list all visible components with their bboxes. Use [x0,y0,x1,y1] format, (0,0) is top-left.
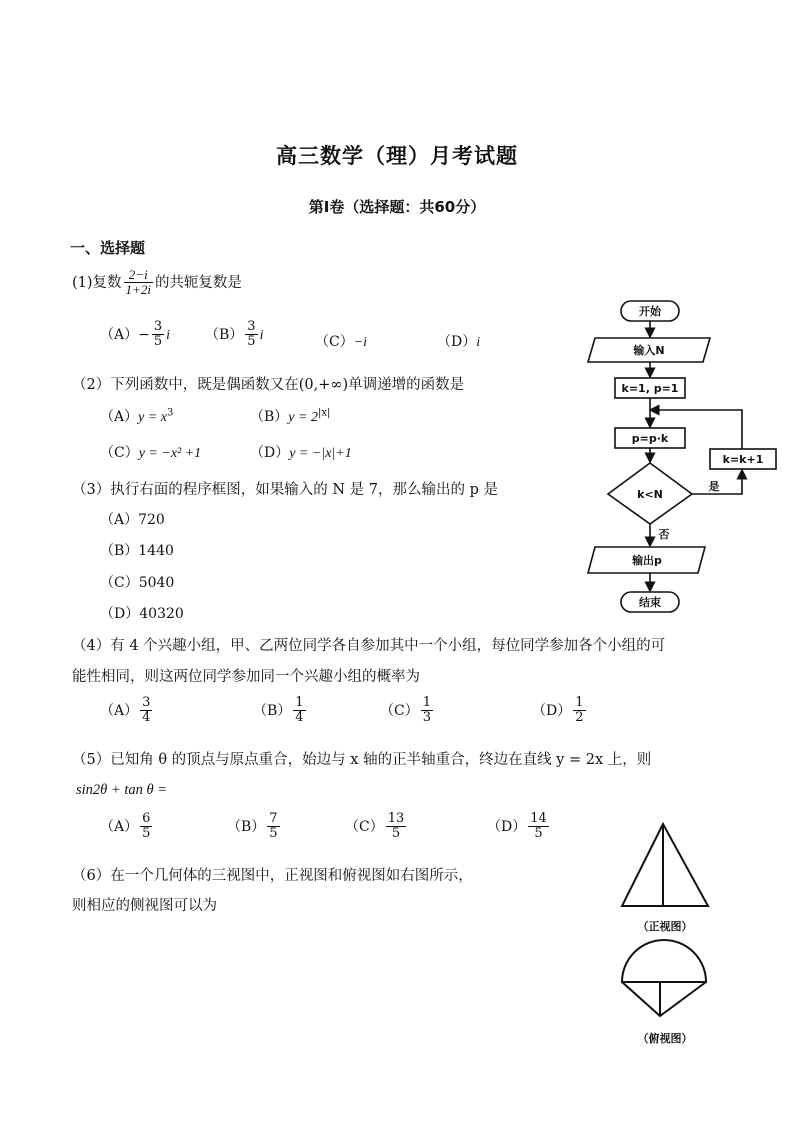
q4-option-b-den: 4 [295,710,304,726]
page-title: 高三数学（理）月考试题 [276,144,518,168]
q1-option-d[interactable] [437,331,480,351]
q5-option-d-label: （D） [487,818,527,835]
front-view-caption: （正视图） [637,920,693,933]
flow-init-label: k=1, p=1 [621,382,679,395]
q4-option-a-num: 3 [142,695,151,710]
q1-option-b-den: 5 [247,334,256,350]
q1-option-c-value: −i [353,335,368,350]
flow-condition-label: k<N [637,488,663,501]
q1-option-a-sign: − [138,326,150,343]
q5-option-a-den: 5 [142,826,151,842]
q3-option-c[interactable]: （C）5040 [100,575,175,591]
q4-option-c[interactable] [380,696,435,726]
q2-option-d-value: y = −|x|+1 [289,446,352,461]
q2-option-a-label: （A） [100,409,139,425]
section-heading: 一、选择题 [70,239,146,257]
q2-option-b[interactable] [250,406,330,426]
q2-option-b-label: （B） [250,409,289,425]
q1-option-b-num: 3 [247,319,256,334]
question-4-line-2: 能性相同，则这两位同学参加同一个兴趣小组的概率为 [72,669,420,685]
q4-option-a-fraction [140,696,152,726]
q1-option-d-value: i [476,335,481,350]
q5-option-c[interactable] [345,812,408,842]
top-view-figure [610,938,720,1053]
q1-denominator: 1+2i [125,282,151,298]
q1-option-b-label: （B） [205,326,244,343]
flow-start-label: 开始 [639,305,661,318]
top-view-semicircle [622,940,706,982]
q4-option-b[interactable] [253,696,308,726]
flowchart-diagram [570,290,790,620]
q4-option-b-num: 1 [295,695,304,710]
q1-suffix: 的共轭复数是 [154,274,242,291]
q4-option-b-fraction [293,696,305,726]
q2-option-d-label: （D） [250,445,290,461]
q4-option-a[interactable] [100,696,154,726]
q5-option-a-fraction [140,812,152,842]
flow-input-label: 输入N [633,344,665,357]
q1-option-b-fraction [245,320,257,350]
q4-option-d[interactable] [532,696,588,726]
q5-option-d-den: 5 [534,826,543,842]
q5-option-b-num: 7 [269,811,278,826]
q5-option-d-fraction [528,812,549,842]
q1-option-a-i: i [166,327,171,343]
q5-option-b[interactable] [227,812,282,842]
q4-option-c-num: 1 [422,695,431,710]
q2-option-a-exp: 3 [167,407,174,419]
question-2-stem: （2）下列函数中，既是偶函数又在(0,+∞)单调递增的函数是 [72,377,465,393]
q5-option-b-den: 5 [269,826,278,842]
flow-increment-label: k=k+1 [722,453,764,466]
part-heading: 第Ⅰ卷（选择题：共60分） [308,198,486,216]
question-6-line-1: （6）在一个几何体的三视图中，正视图和俯视图如右图所示， [72,868,473,884]
q1-option-b[interactable] [205,320,263,350]
q1-option-a-num: 3 [153,319,163,334]
q4-option-c-den: 3 [422,710,431,726]
q2-option-c-label: （C） [100,445,139,461]
q1-option-a[interactable] [100,320,170,350]
q4-option-b-label: （B） [253,702,292,719]
q4-option-d-den: 2 [575,710,584,726]
q2-option-c[interactable] [100,442,201,462]
q2-option-b-exp: |x| [317,407,331,419]
flow-yes-label: 是 [708,480,720,493]
q4-option-a-label: （A） [100,702,139,719]
q4-option-a-den: 4 [142,710,151,726]
q5-option-d-num: 14 [530,811,547,826]
q1-numerator: 2−i [124,268,153,283]
question-3-stem: （3）执行右面的程序框图，如果输入的 N 是 7，那么输出的 p 是 [72,482,498,498]
flow-process-label: p=p·k [631,432,669,445]
flow-output-label: 输出p [632,554,662,567]
q4-option-c-label: （C） [380,702,419,719]
q5-option-c-num: 13 [387,811,405,826]
q5-option-c-den: 5 [391,826,401,842]
flow-end-label: 结束 [639,596,661,609]
q5-option-a-label: （A） [100,818,139,835]
q1-option-a-fraction [152,320,164,350]
front-view-triangle [622,824,708,906]
q1-option-a-den: 5 [153,334,163,350]
q1-option-c[interactable] [315,331,367,351]
top-view-triangle [622,982,706,1016]
q1-fraction [124,268,153,298]
q5-option-a-num: 6 [142,811,151,826]
q2-option-d[interactable] [250,442,352,462]
q5-option-b-label: （B） [227,818,266,835]
q5-option-c-fraction [386,812,407,842]
question-5-line-2: sin2θ + tan θ = [76,782,168,798]
q3-option-a[interactable]: （A）720 [100,512,165,528]
q5-option-d[interactable] [487,812,551,842]
front-view-figure [610,818,720,938]
q2-option-c-value: y = −x² +1 [138,446,202,461]
q3-option-b[interactable]: （B）1440 [100,543,174,559]
q4-option-d-fraction [573,696,585,726]
q1-option-d-label: （D） [437,334,477,350]
top-view-caption: （俯视图） [637,1032,693,1045]
q5-option-a[interactable] [100,812,154,842]
question-1-stem [72,268,242,298]
question-5-line-1: （5）已知角 θ 的顶点与原点重合，始边与 x 轴的正半轴重合，终边在直线 y = 2x 上，则 [72,752,652,768]
q4-option-d-label: （D） [532,702,572,719]
q2-option-a-value: y = x [138,410,167,425]
q2-option-a[interactable] [100,406,173,426]
q2-option-b-value: y = 2 [288,410,318,425]
q4-option-d-num: 1 [575,695,584,710]
q4-option-c-fraction [421,696,433,726]
question-4-line-1: （4）有 4 个兴趣小组，甲、乙两位同学各自参加其中一个小组，每位同学参加各个小组的可 [72,638,666,654]
q3-option-d[interactable]: （D）40320 [100,606,184,622]
question-6-line-2: 则相应的侧视图可以为 [72,898,217,914]
q1-option-b-i: i [259,327,264,343]
flow-no-label: 否 [658,528,670,541]
q1-option-c-label: （C） [315,334,354,350]
q5-option-c-label: （C） [345,818,384,835]
q5-option-b-fraction [267,812,279,842]
q1-prefix: (1)复数 [72,274,122,291]
q1-option-a-label: （A） [100,326,139,343]
